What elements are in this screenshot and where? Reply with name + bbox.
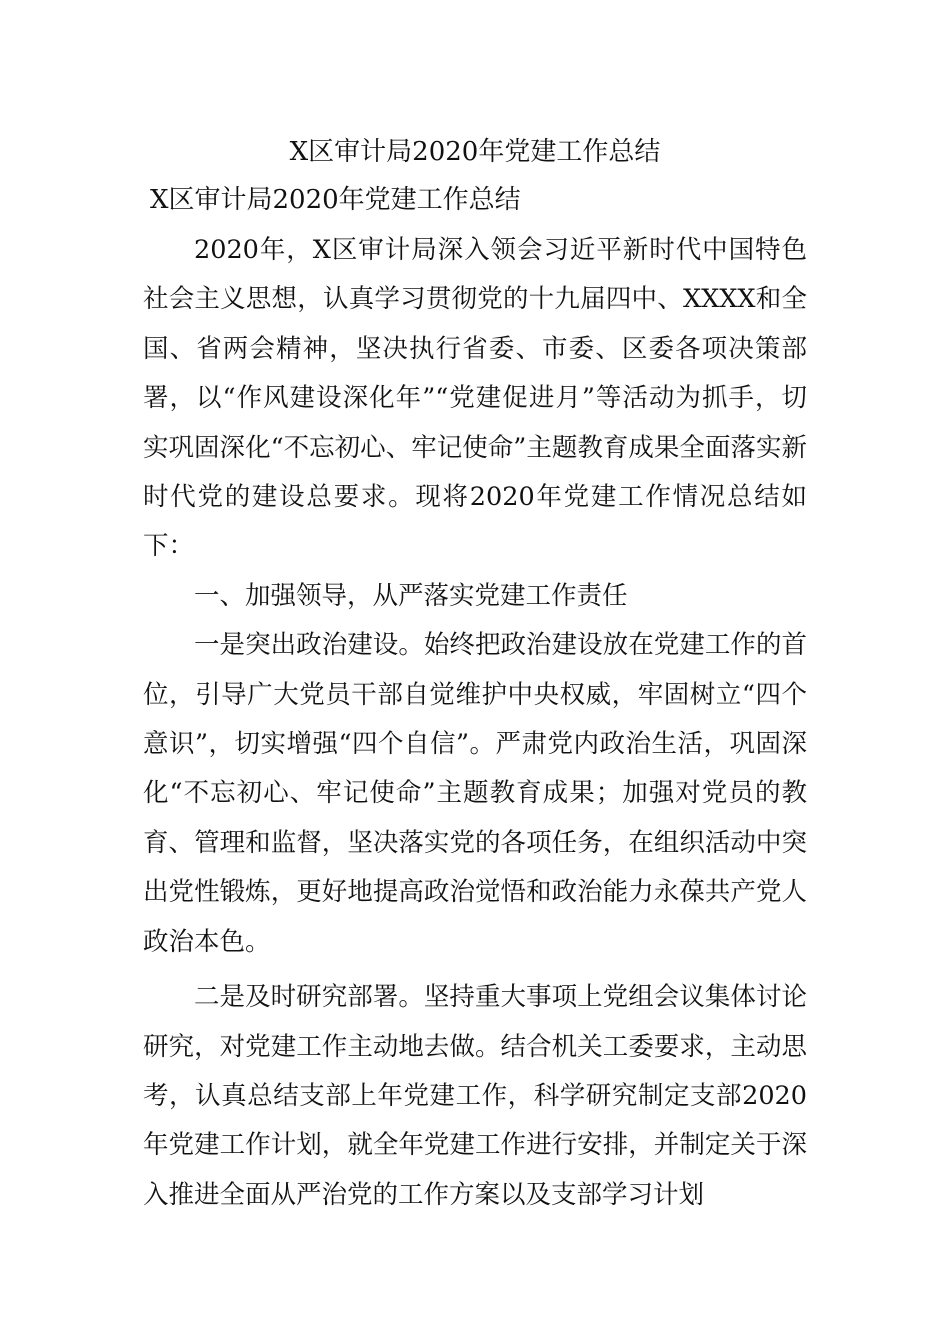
section-heading: 一、加强领导，从严落实党建工作责任 xyxy=(194,580,628,611)
body-paragraph-2: 二是及时研究部署。坚持重大事项上党组会议集体讨论研究，对党建工作主动地去做。结合机关工委要求，主动思考，认真总结支部上年党建工作，科学研究制定支部2020年党建工作计划，就全年党建工作进行安排，并制定关于深入推进全面从严治党的工作方案以及支部学习计划 xyxy=(143,982,807,1210)
document-title: X区审计局2020年党建工作总结 xyxy=(289,137,661,167)
document-body xyxy=(143,226,807,1220)
body-paragraph-1: 一是突出政治建设。始终把政治建设放在党建工作的首位，引导广大党员干部自觉维护中央权威，牢固树立“四个意识”，切实增强“四个自信”。严肃党内政治生活，巩固深化“不忘初心、牢记使命”主题教育成果；加强对党员的教育、管理和监督，坚决落实党的各项任务，在组织活动中突出党性锻炼，更好地提高政治觉悟和政治能力永葆共产党人政治本色。 xyxy=(143,630,807,957)
document-subtitle: X区审计局2020年党建工作总结 xyxy=(150,185,521,215)
intro-paragraph: 2020年，X区审计局深入领会习近平新时代中国特色社会主义思想，认真学习贯彻党的十九届四中、XXXX和全国、省两会精神，坚决执行省委、市委、区委各项决策部署，以“作风建设深化年”“党建促进月”等活动为抓手，切实巩固深化“不忘初心、牢记使命”主题教育成果全面落实新时代党的建设总要求。现将2020年党建工作情况总结如下： xyxy=(143,235,807,562)
